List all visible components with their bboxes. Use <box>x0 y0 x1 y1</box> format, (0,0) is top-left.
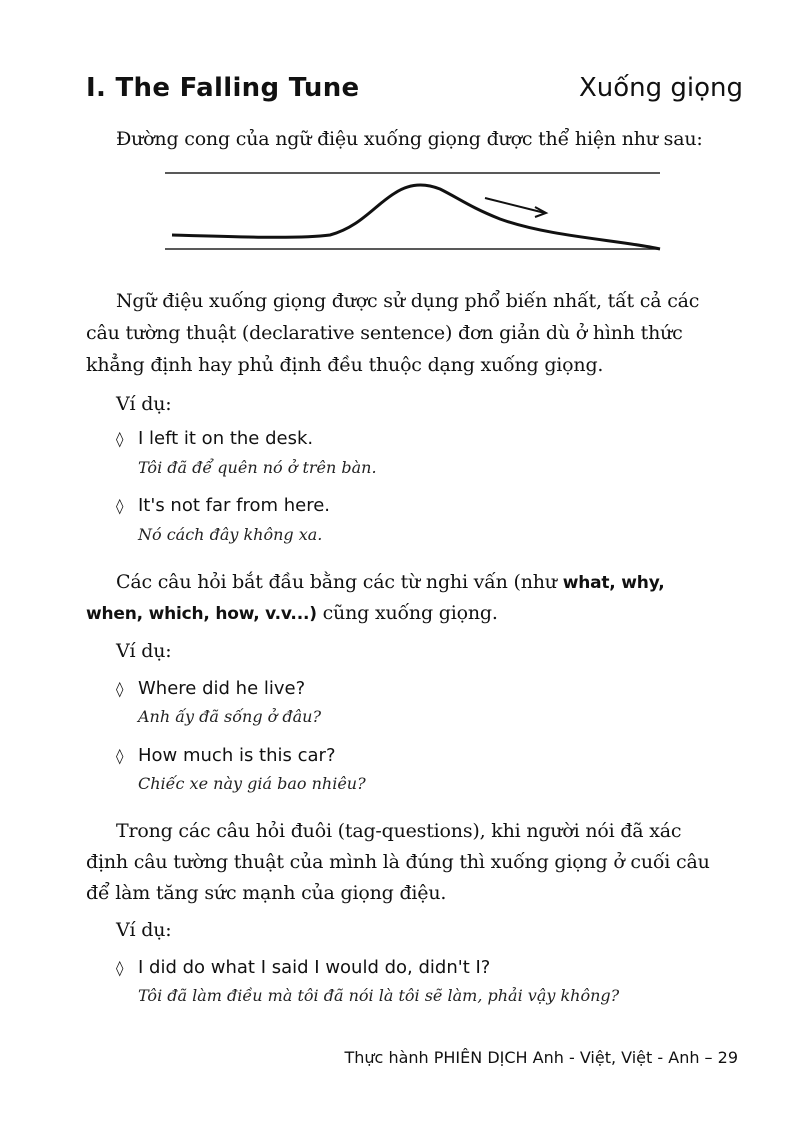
paragraph-line: khẳng định hay phủ định đều thuộc dạng xuống giọng. <box>86 354 604 376</box>
example-vietnamese: Tôi đã để quên nó ở trên bàn. <box>138 458 377 477</box>
example-english: It's not far from here. <box>138 495 330 516</box>
diamond-bullet-icon: ◊ <box>116 747 124 765</box>
diamond-bullet-icon: ◊ <box>116 680 124 698</box>
example-vietnamese: Chiếc xe này giá bao nhiêu? <box>138 774 366 793</box>
example-label: Ví dụ: <box>116 919 172 941</box>
keyword-text: what, why, <box>562 573 665 593</box>
paragraph-line: để làm tăng sức mạnh của giọng điệu. <box>86 882 447 904</box>
falling-tune-diagram <box>160 165 670 260</box>
paragraph-line: câu tường thuật (declarative sentence) đơn giản dù ở hình thức <box>86 322 683 344</box>
paragraph-line: Ngữ điệu xuống giọng được sử dụng phổ biến nhất, tất cả các <box>116 290 700 312</box>
section-title-vietnamese: Xuống giọng <box>578 73 743 103</box>
intro-text: Đường cong của ngữ điệu xuống giọng được thể hiện như sau: <box>116 128 703 150</box>
example-english: I did do what I said I would do, didn't I? <box>138 957 491 978</box>
example-label: Ví dụ: <box>116 640 172 662</box>
diamond-bullet-icon: ◊ <box>116 430 124 448</box>
page-footer: Thực hành PHIÊN DỊCH Anh - Việt, Việt - Anh – 29 <box>344 1048 738 1067</box>
keyword-text: when, which, how, v.v...) <box>86 604 317 624</box>
text: Các câu hỏi bắt đầu bằng các từ nghi vấn (như <box>116 571 563 593</box>
intonation-curve <box>172 185 660 249</box>
text: cũng xuống giọng. <box>316 602 498 624</box>
arrow-icon <box>485 198 545 213</box>
paragraph-line <box>86 602 498 624</box>
example-english: I left it on the desk. <box>138 428 314 449</box>
example-vietnamese: Anh ấy đã sống ở đâu? <box>138 707 322 726</box>
example-vietnamese: Tôi đã làm điều mà tôi đã nói là tôi sẽ làm, phải vậy không? <box>138 986 620 1005</box>
diamond-bullet-icon: ◊ <box>116 959 124 977</box>
diamond-bullet-icon: ◊ <box>116 497 124 515</box>
paragraph-line <box>116 571 665 593</box>
example-label: Ví dụ: <box>116 393 172 415</box>
example-vietnamese: Nó cách đây không xa. <box>138 525 323 544</box>
example-english: Where did he live? <box>138 678 306 699</box>
paragraph-line: định câu tường thuật của mình là đúng thì xuống giọng ở cuối câu <box>86 851 710 873</box>
paragraph-line: Trong các câu hỏi đuôi (tag-questions), khi người nói đã xác <box>116 820 682 842</box>
section-title: I. The Falling Tune <box>86 73 360 103</box>
example-english: How much is this car? <box>138 745 336 766</box>
